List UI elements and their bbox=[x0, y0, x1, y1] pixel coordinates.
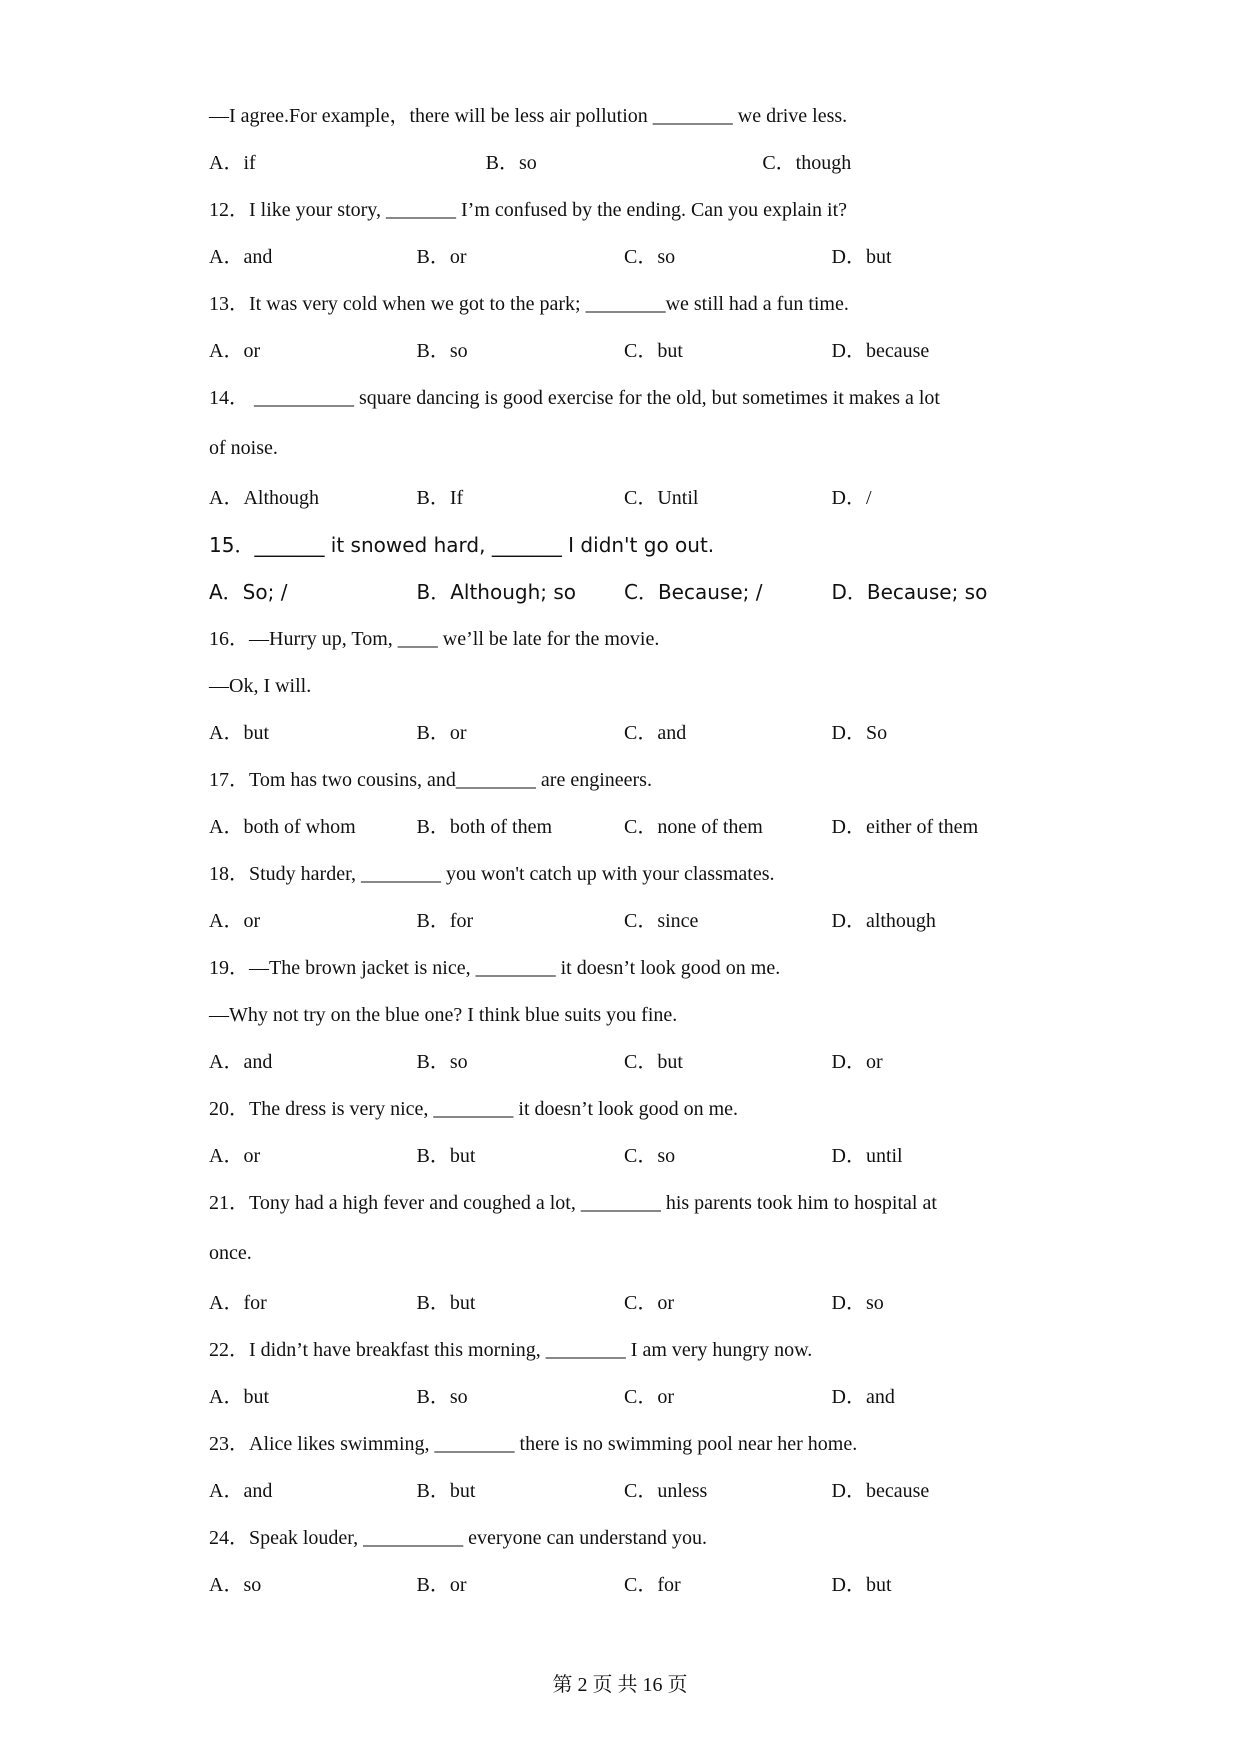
question-18-options bbox=[209, 898, 1039, 945]
question-17-options bbox=[209, 804, 1039, 851]
option-c: C．or bbox=[624, 1292, 674, 1314]
option-c: C．so bbox=[624, 1145, 676, 1167]
question-24-stem: 24．Speak louder, __________ everyone can understand you. bbox=[209, 1527, 707, 1549]
option-c: C．but bbox=[624, 1051, 683, 1073]
question-15-stem: 15．_______ it snowed hard, _______ I didn't go out. bbox=[209, 533, 715, 557]
option-d: D．although bbox=[831, 910, 936, 932]
question-19-stem-cont: —Why not try on the blue one? I think blue suits you fine. bbox=[209, 1004, 678, 1026]
question-21-stem: 21．Tony had a high fever and coughed a lot, ________ his parents took him to hospital at bbox=[209, 1192, 937, 1214]
question-15-options bbox=[209, 569, 1039, 616]
option-b: B．or bbox=[416, 1574, 467, 1596]
option-c: C．Because; / bbox=[624, 580, 763, 604]
option-c: C．and bbox=[624, 722, 687, 744]
question-24-options bbox=[209, 1562, 1039, 1609]
question-16-stem-cont: —Ok, I will. bbox=[209, 675, 312, 697]
option-a: A．if bbox=[209, 152, 256, 174]
question-14-options bbox=[209, 475, 1039, 522]
question-17-stem: 17．Tom has two cousins, and________ are engineers. bbox=[209, 769, 652, 791]
question-list bbox=[209, 93, 1039, 1609]
option-b: B．for bbox=[416, 910, 474, 932]
option-a: A．and bbox=[209, 1480, 273, 1502]
option-b: B．so bbox=[416, 1051, 468, 1073]
option-c: C．none of them bbox=[624, 816, 763, 838]
option-d: D．because bbox=[831, 340, 930, 362]
question-16-options bbox=[209, 710, 1039, 757]
option-c: C．or bbox=[624, 1386, 674, 1408]
option-c: C．since bbox=[624, 910, 699, 932]
question-12-stem: 12．I like your story, _______ I’m confused by the ending. Can you explain it? bbox=[209, 199, 848, 221]
option-d: D．until bbox=[831, 1145, 903, 1167]
question-21-stem-cont: once. bbox=[209, 1242, 252, 1264]
option-d: D．or bbox=[831, 1051, 883, 1073]
question-23-stem: 23．Alice likes swimming, ________ there is no swimming pool near her home. bbox=[209, 1433, 858, 1455]
option-d: D．because bbox=[831, 1480, 930, 1502]
option-b: B．or bbox=[416, 722, 467, 744]
option-a: A．and bbox=[209, 246, 273, 268]
option-d: D．so bbox=[831, 1292, 884, 1314]
question-19-options bbox=[209, 1039, 1039, 1086]
question-22-options bbox=[209, 1374, 1039, 1421]
question-12-options bbox=[209, 234, 1039, 281]
question-13-options bbox=[209, 328, 1039, 375]
option-a: A．Although bbox=[209, 487, 319, 509]
option-a: A．or bbox=[209, 1145, 261, 1167]
option-c: C．for bbox=[624, 1574, 681, 1596]
option-a: A．or bbox=[209, 340, 261, 362]
option-d: D．but bbox=[831, 1574, 892, 1596]
question-23-options bbox=[209, 1468, 1039, 1515]
option-a: A．so bbox=[209, 1574, 262, 1596]
option-b: B．so bbox=[485, 152, 537, 174]
question-14-stem-cont: of noise. bbox=[209, 437, 278, 459]
option-d: D．either of them bbox=[831, 816, 979, 838]
option-b: B．both of them bbox=[416, 816, 553, 838]
option-c: C．but bbox=[624, 340, 683, 362]
option-a: A．both of whom bbox=[209, 816, 356, 838]
option-c: C．Until bbox=[624, 487, 699, 509]
option-a: A．and bbox=[209, 1051, 273, 1073]
question-11-continuation: —I agree.For example，there will be less air pollution ________ we drive less. bbox=[209, 105, 848, 127]
option-c: C．though bbox=[762, 152, 852, 174]
question-22-stem: 22．I didn’t have breakfast this morning, ________ I am very hungry now. bbox=[209, 1339, 813, 1361]
question-18-stem: 18．Study harder, ________ you won't catch up with your classmates. bbox=[209, 863, 775, 885]
option-d: D．So bbox=[831, 722, 888, 744]
question-13-stem: 13．It was very cold when we got to the park; ________we still had a fun time. bbox=[209, 293, 849, 315]
option-b: B．Although; so bbox=[416, 580, 577, 604]
question-20-options bbox=[209, 1133, 1039, 1180]
option-a: A．So; / bbox=[209, 580, 288, 604]
option-c: C．so bbox=[624, 246, 676, 268]
option-b: B．so bbox=[416, 1386, 468, 1408]
option-a: A．for bbox=[209, 1292, 267, 1314]
option-b: B．If bbox=[416, 487, 464, 509]
option-b: B．or bbox=[416, 246, 467, 268]
option-b: B．but bbox=[416, 1292, 476, 1314]
option-d: D．Because; so bbox=[831, 580, 988, 604]
option-d: D．/ bbox=[831, 487, 872, 509]
option-d: D．but bbox=[831, 246, 892, 268]
option-b: B．but bbox=[416, 1145, 476, 1167]
question-11-options bbox=[209, 140, 1039, 187]
question-14-stem: 14． __________ square dancing is good exercise for the old, but sometimes it makes a lot bbox=[209, 387, 940, 409]
option-b: B．but bbox=[416, 1480, 476, 1502]
option-a: A．or bbox=[209, 910, 261, 932]
option-a: A．but bbox=[209, 722, 269, 744]
question-16-stem: 16．—Hurry up, Tom, ____ we’ll be late for the movie. bbox=[209, 628, 660, 650]
option-c: C．unless bbox=[624, 1480, 708, 1502]
question-20-stem: 20．The dress is very nice, ________ it doesn’t look good on me. bbox=[209, 1098, 739, 1120]
page-footer: 第 2 页 共 16 页 bbox=[552, 1674, 688, 1696]
option-b: B．so bbox=[416, 340, 468, 362]
question-21-options bbox=[209, 1280, 1039, 1327]
option-a: A．but bbox=[209, 1386, 269, 1408]
question-19-stem: 19．—The brown jacket is nice, ________ it doesn’t look good on me. bbox=[209, 957, 781, 979]
option-d: D．and bbox=[831, 1386, 895, 1408]
